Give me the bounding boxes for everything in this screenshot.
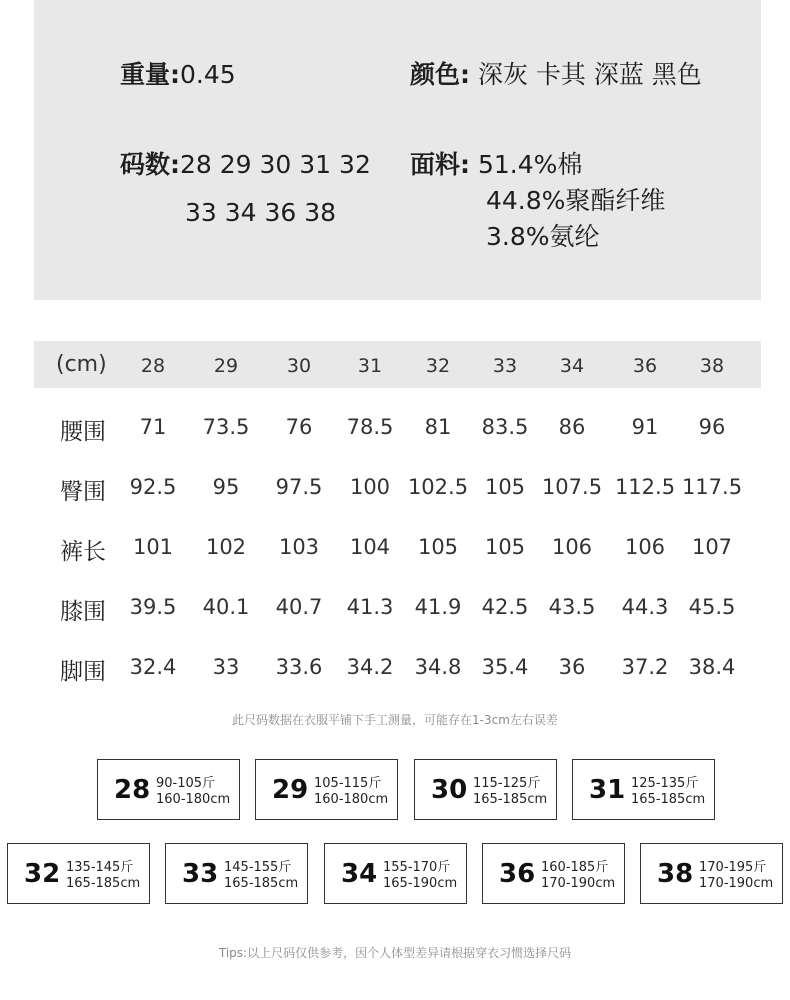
size-guide-card [165,843,308,904]
size-height-range: 170-190cm [699,876,774,891]
table-cell: 37.2 [621,655,669,679]
table-cell: 102.5 [407,475,469,499]
weight-value: 0.45 [180,60,236,89]
table-cell: 101 [132,535,174,559]
size-height-range: 165-190cm [383,876,458,891]
table-cell: 35.4 [481,655,529,679]
table-cell: 38.4 [688,655,736,679]
color-info [410,60,702,90]
header-size-36: 36 [632,355,658,377]
size-weight-range: 115-125斤 [473,776,541,791]
size-height-range: 165-185cm [473,792,548,807]
unit-label: (cm) [56,352,107,377]
table-cell: 34.8 [414,655,462,679]
table-row [34,593,761,623]
size-height-range: 165-185cm [631,792,706,807]
size-number: 29 [272,775,309,805]
size-number: 32 [24,859,61,889]
sizes-label: 码数: [120,150,180,179]
table-cell: 40.7 [275,595,323,619]
table-cell: 41.3 [346,595,394,619]
color-label: 颜色: [410,60,470,89]
header-size-30: 30 [286,355,312,377]
table-row [34,653,761,683]
table-cell: 41.9 [414,595,462,619]
row-label: 脚围 [60,659,106,685]
measurement-note: 此尺码数据在衣服平铺下手工测量，可能存在1-3cm左右误差 [232,713,558,727]
size-weight-range: 90-105斤 [156,776,216,791]
table-cell: 45.5 [688,595,736,619]
table-cell: 107 [691,535,733,559]
size-height-range: 165-185cm [224,876,299,891]
table-cell: 107.5 [541,475,603,499]
table-cell: 42.5 [481,595,529,619]
table-cell: 81 [424,415,452,439]
weight-label: 重量: [120,60,180,89]
table-cell: 117.5 [681,475,743,499]
table-cell: 78.5 [346,415,394,439]
table-cell: 104 [349,535,391,559]
size-guide-card [324,843,467,904]
sizes-info [120,150,371,180]
table-cell: 97.5 [275,475,323,499]
size-number: 34 [341,859,378,889]
row-label: 膝围 [60,599,106,625]
sizes-line-1: 28 29 30 31 32 [180,150,371,179]
fabric-line-2: 44.8%聚酯纤维 [486,186,666,215]
header-size-33: 33 [492,355,518,377]
size-guide-card [482,843,625,904]
size-weight-range: 155-170斤 [383,860,451,875]
fabric-info [410,150,582,180]
header-size-28: 28 [140,355,166,377]
table-row [34,473,761,503]
size-number: 31 [589,775,626,805]
table-cell: 103 [278,535,320,559]
table-cell: 43.5 [548,595,596,619]
size-number: 38 [657,859,694,889]
table-cell: 92.5 [129,475,177,499]
size-number: 33 [182,859,219,889]
table-row [34,413,761,443]
row-label: 臀围 [60,479,106,505]
row-label: 腰围 [60,419,106,445]
size-number: 36 [499,859,536,889]
table-cell: 40.1 [202,595,250,619]
table-cell: 73.5 [202,415,250,439]
size-number: 28 [114,775,151,805]
fabric-line-3: 3.8%氨纶 [486,222,600,251]
size-weight-range: 145-155斤 [224,860,292,875]
table-cell: 39.5 [129,595,177,619]
table-cell: 71 [139,415,167,439]
table-cell: 100 [349,475,391,499]
size-guide-card [414,759,557,820]
size-number: 30 [431,775,468,805]
size-guide-card [572,759,715,820]
header-size-34: 34 [559,355,585,377]
table-header-row [34,341,761,388]
size-height-range: 160-180cm [156,792,231,807]
table-cell: 83.5 [481,415,529,439]
size-weight-range: 105-115斤 [314,776,382,791]
table-cell: 32.4 [129,655,177,679]
row-label: 裤长 [60,539,106,565]
size-weight-range: 170-195斤 [699,860,767,875]
table-cell: 105 [417,535,459,559]
table-cell: 106 [624,535,666,559]
weight-info [120,60,236,90]
table-cell: 86 [558,415,586,439]
table-cell: 91 [631,415,659,439]
size-height-range: 170-190cm [541,876,616,891]
table-cell: 33 [212,655,240,679]
table-cell: 112.5 [614,475,676,499]
size-guide-card [255,759,398,820]
table-cell: 76 [285,415,313,439]
color-value: 深灰 卡其 深蓝 黑色 [477,60,702,89]
table-cell: 102 [205,535,247,559]
table-cell: 105 [484,475,526,499]
table-cell: 105 [484,535,526,559]
header-size-29: 29 [213,355,239,377]
header-size-38: 38 [699,355,725,377]
size-guide-card [97,759,240,820]
size-guide-card [7,843,150,904]
size-weight-range: 135-145斤 [66,860,134,875]
table-row [34,533,761,563]
tips-note: Tips:以上尺码仅供参考，因个人体型差异请根据穿衣习惯选择尺码 [218,946,572,960]
table-cell: 33.6 [275,655,323,679]
table-cell: 44.3 [621,595,669,619]
size-weight-range: 125-135斤 [631,776,699,791]
header-size-32: 32 [425,355,451,377]
header-size-31: 31 [357,355,383,377]
size-height-range: 160-180cm [314,792,389,807]
size-height-range: 165-185cm [66,876,141,891]
table-cell: 96 [698,415,726,439]
fabric-label: 面料: [410,150,470,179]
size-weight-range: 160-185斤 [541,860,609,875]
table-cell: 34.2 [346,655,394,679]
sizes-line-2: 33 34 36 38 [185,198,337,227]
table-cell: 95 [212,475,240,499]
table-cell: 106 [551,535,593,559]
fabric-line-1: 51.4%棉 [477,150,583,179]
table-cell: 36 [558,655,586,679]
product-info-panel [34,0,761,300]
size-guide-card [640,843,783,904]
